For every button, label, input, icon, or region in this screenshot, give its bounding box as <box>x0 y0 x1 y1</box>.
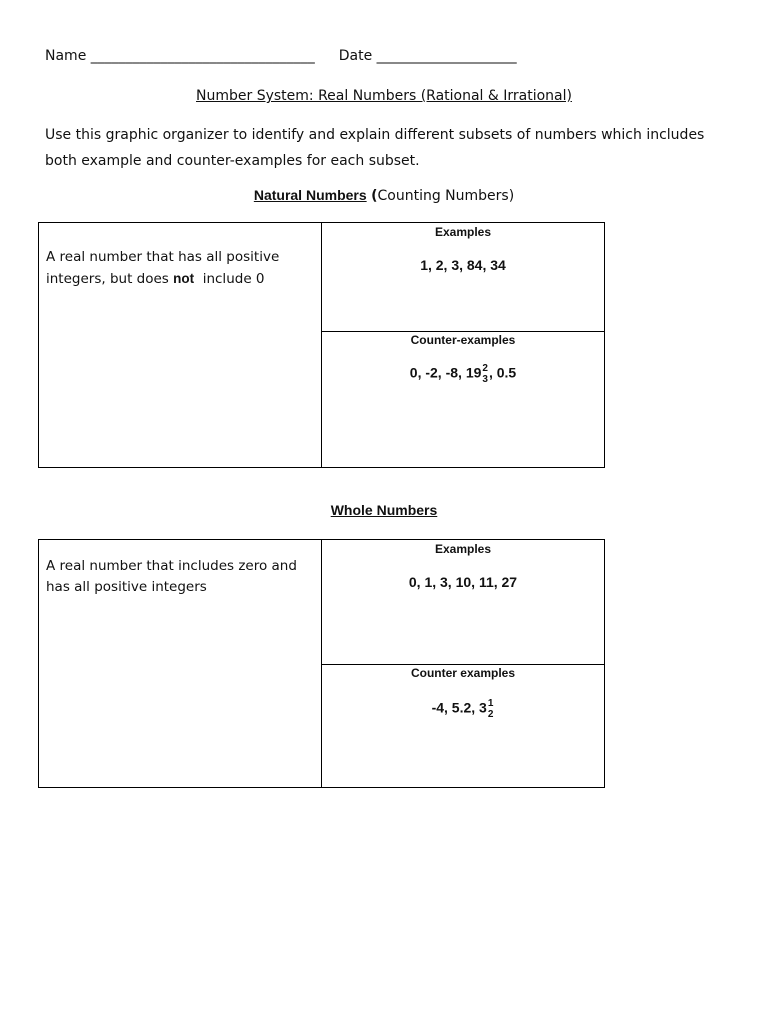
mixed-fraction <box>482 363 488 385</box>
instructions-text: Use this graphic organizer to identify and explain different subsets of numbers which includes both example and counter-examples for each subset. <box>45 127 705 169</box>
counter-values-prefix: 0, -2, -8, 19 <box>409 364 482 381</box>
examples-values: 1, 2, 3, 84, 34 <box>420 257 506 273</box>
mixed-fraction <box>488 698 494 720</box>
page-title: Number System: Real Numbers (Rational & Irrational) <box>196 88 572 104</box>
whole-numbers-organizer <box>38 539 605 788</box>
name-date-line <box>45 48 517 64</box>
section-subtitle: Counting Numbers) <box>377 188 515 204</box>
section-title: Natural Numbers <box>253 187 367 203</box>
counter-examples-cell <box>322 664 604 787</box>
name-field-label[interactable]: Name ________________________________ <box>45 48 315 64</box>
natural-numbers-organizer <box>38 222 605 468</box>
counter-values-suffix: , 0.5 <box>488 364 517 381</box>
fraction-numerator: 1 <box>487 698 494 709</box>
examples-label: Examples <box>434 542 492 556</box>
fraction-denominator: 2 <box>487 709 494 720</box>
section-heading-natural-numbers <box>0 187 768 204</box>
section-title: Whole Numbers <box>330 502 438 518</box>
fraction-denominator: 3 <box>482 374 488 385</box>
definition-cell <box>39 540 322 787</box>
counter-examples-cell <box>322 331 604 467</box>
counter-examples-values <box>322 363 604 385</box>
counter-examples-values <box>322 698 604 720</box>
fraction-numerator: 2 <box>482 363 488 374</box>
counter-examples-label: Counter-examples <box>410 333 516 347</box>
examples-cell <box>322 223 604 332</box>
counter-examples-label: Counter examples <box>410 666 516 680</box>
definition-text: A real number that includes zero and has all positive integers <box>46 558 297 595</box>
definition-text: A real number that has all positive integers, but does <box>46 249 280 287</box>
counter-values-prefix: -4, 5.2, 3 <box>431 699 487 716</box>
definition-emphasis: not <box>173 271 195 286</box>
examples-label: Examples <box>434 225 492 239</box>
definition-text-end: include 0 <box>194 271 265 287</box>
section-heading-whole-numbers <box>0 502 768 519</box>
open-paren: ( <box>371 188 378 204</box>
date-field-label[interactable]: Date ____________________ <box>338 48 517 64</box>
examples-values: 0, 1, 3, 10, 11, 27 <box>408 574 518 590</box>
examples-cell <box>322 540 604 665</box>
definition-cell <box>39 223 322 467</box>
